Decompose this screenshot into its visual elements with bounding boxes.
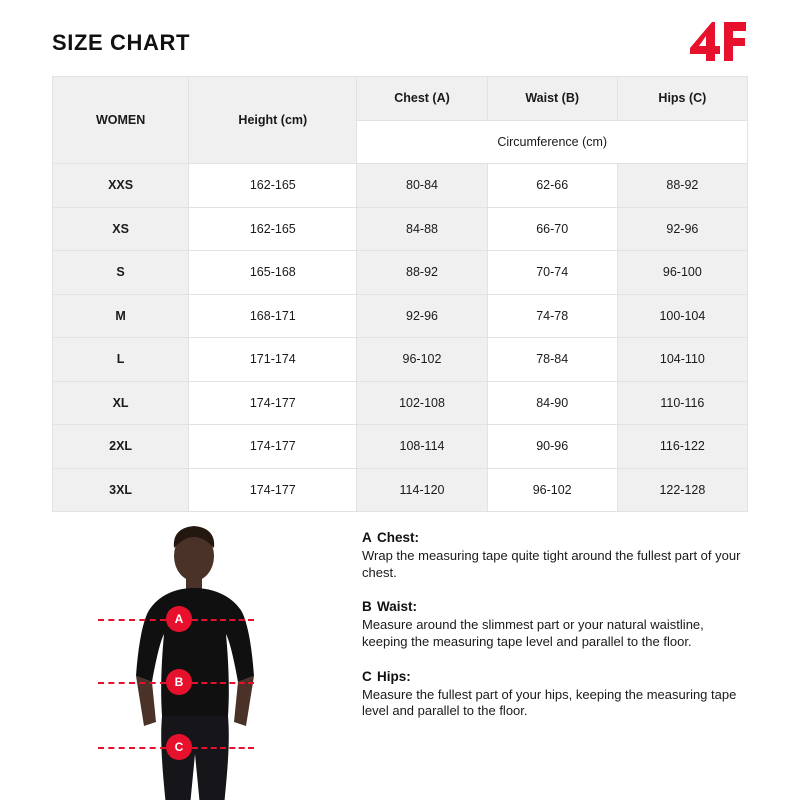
measurement-guide xyxy=(0,512,800,800)
size-table xyxy=(52,76,748,512)
description-chest-letter: A xyxy=(362,530,372,545)
cell-waist: 74-78 xyxy=(487,294,617,338)
chest-dash-left xyxy=(98,619,166,621)
cell-chest: 114-120 xyxy=(357,468,487,512)
header-height: Height (cm) xyxy=(189,77,357,164)
cell-chest: 84-88 xyxy=(357,207,487,251)
cell-size: XS xyxy=(53,207,189,251)
header-waist: Waist (B) xyxy=(487,77,617,121)
page-header xyxy=(0,0,800,76)
description-hips-heading xyxy=(362,669,748,684)
cell-size: L xyxy=(53,338,189,382)
description-waist-title: Waist: xyxy=(377,599,417,615)
cell-hips: 104-110 xyxy=(617,338,747,382)
cell-chest: 92-96 xyxy=(357,294,487,338)
cell-waist: 62-66 xyxy=(487,164,617,208)
cell-height: 174-177 xyxy=(189,468,357,512)
cell-size: 3XL xyxy=(53,468,189,512)
cell-size: S xyxy=(53,251,189,295)
model-figure xyxy=(52,526,352,800)
description-chest-heading xyxy=(362,530,748,545)
table-header-row xyxy=(53,77,748,121)
cell-chest: 96-102 xyxy=(357,338,487,382)
header-circumference: Circumference (cm) xyxy=(357,120,748,164)
description-waist xyxy=(362,599,748,650)
cell-chest: 88-92 xyxy=(357,251,487,295)
cell-hips: 92-96 xyxy=(617,207,747,251)
cell-size: XXS xyxy=(53,164,189,208)
waist-dash-right xyxy=(192,682,254,684)
hips-marker: C xyxy=(166,734,192,760)
table-row xyxy=(53,294,748,338)
cell-waist: 84-90 xyxy=(487,381,617,425)
cell-waist: 90-96 xyxy=(487,425,617,469)
cell-size: XL xyxy=(53,381,189,425)
cell-waist: 66-70 xyxy=(487,207,617,251)
cell-hips: 122-128 xyxy=(617,468,747,512)
cell-waist: 78-84 xyxy=(487,338,617,382)
cell-chest: 80-84 xyxy=(357,164,487,208)
cell-size: 2XL xyxy=(53,425,189,469)
size-table-wrapper xyxy=(0,76,800,512)
description-waist-letter: B xyxy=(362,599,372,615)
description-hips-text: Measure the fullest part of your hips, keeping the measuring tape level and parallel to the floor. xyxy=(362,686,737,719)
description-hips-title: Hips: xyxy=(377,668,411,684)
cell-size: M xyxy=(53,294,189,338)
waist-dash-left xyxy=(98,682,166,684)
cell-waist: 96-102 xyxy=(487,468,617,512)
cell-height: 162-165 xyxy=(189,164,357,208)
cell-hips: 96-100 xyxy=(617,251,747,295)
chest-dash-right xyxy=(192,619,254,621)
description-waist-text: Measure around the slimmest part or your natural waistline, keeping the measuring tape level and parallel to the floor. xyxy=(362,617,704,649)
cell-height: 168-171 xyxy=(189,294,357,338)
brand-logo-4f xyxy=(686,20,748,62)
cell-chest: 108-114 xyxy=(357,425,487,469)
cell-hips: 116-122 xyxy=(617,425,747,469)
description-waist-heading xyxy=(362,599,748,614)
cell-waist: 70-74 xyxy=(487,251,617,295)
table-row xyxy=(53,164,748,208)
cell-height: 174-177 xyxy=(189,381,357,425)
description-chest-title: Chest: xyxy=(377,530,420,545)
cell-height: 174-177 xyxy=(189,425,357,469)
header-chest: Chest (A) xyxy=(357,77,487,121)
cell-height: 171-174 xyxy=(189,338,357,382)
cell-chest: 102-108 xyxy=(357,381,487,425)
waist-marker: B xyxy=(166,669,192,695)
header-women: WOMEN xyxy=(53,77,189,164)
description-hips-letter: C xyxy=(362,668,372,684)
page-title: SIZE CHART xyxy=(52,30,190,55)
table-row xyxy=(53,468,748,512)
cell-height: 162-165 xyxy=(189,207,357,251)
header-hips: Hips (C) xyxy=(617,77,747,121)
table-row xyxy=(53,381,748,425)
cell-hips: 88-92 xyxy=(617,164,747,208)
description-chest xyxy=(362,530,748,581)
hips-dash-right xyxy=(192,747,254,749)
cell-height: 165-168 xyxy=(189,251,357,295)
chest-marker: A xyxy=(166,606,192,632)
cell-hips: 100-104 xyxy=(617,294,747,338)
table-row xyxy=(53,207,748,251)
measurement-descriptions xyxy=(352,526,748,800)
table-row xyxy=(53,338,748,382)
description-hips xyxy=(362,669,748,720)
description-chest-text: Wrap the measuring tape quite tight around the fullest part of your chest. xyxy=(362,548,741,580)
table-row xyxy=(53,425,748,469)
table-row xyxy=(53,251,748,295)
hips-dash-left xyxy=(98,747,166,749)
table-body xyxy=(53,164,748,512)
cell-hips: 110-116 xyxy=(617,381,747,425)
